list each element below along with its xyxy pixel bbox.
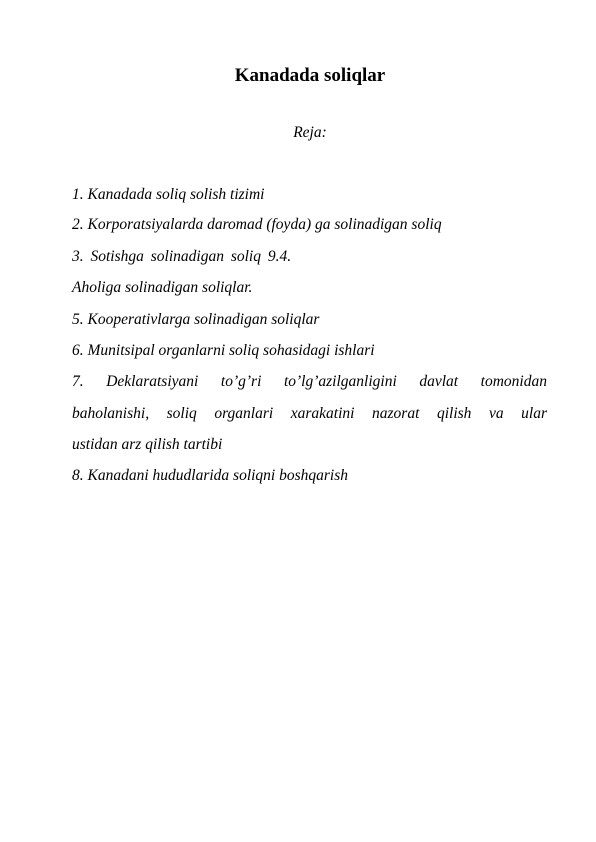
plan-item-8: 8. Kanadani hududlarida soliqni boshqarish xyxy=(72,467,349,484)
plan-item-7-line-2: baholanishi, soliq organlari xarakatini nazorat qilish va ular xyxy=(72,405,547,422)
plan-item-7-line-3: ustidan arz qilish tartibi xyxy=(72,436,223,453)
plan-heading: Reja: xyxy=(293,124,327,141)
plan-item-4: Aholiga solinadigan soliqlar. xyxy=(72,279,253,296)
plan-item-6: 6. Munitsipal organlarni soliq sohasidagi ishlari xyxy=(72,342,375,359)
plan-item-1: 1. Kanadada soliq solish tizimi xyxy=(72,186,265,203)
document-title: Kanadada soliqlar xyxy=(234,65,386,86)
plan-item-2: 2. Korporatsiyalarda daromad (foyda) ga solinadigan soliq xyxy=(72,216,442,233)
plan-item-3: 3. Sotishga solinadigan soliq 9.4. xyxy=(72,248,292,265)
plan-item-5: 5. Kooperativlarga solinadigan soliqlar xyxy=(72,311,320,328)
plan-item-7-line-1: 7. Deklaratsiyani to’g’ri to’lg’azilganligini davlat tomonidan xyxy=(72,373,547,390)
